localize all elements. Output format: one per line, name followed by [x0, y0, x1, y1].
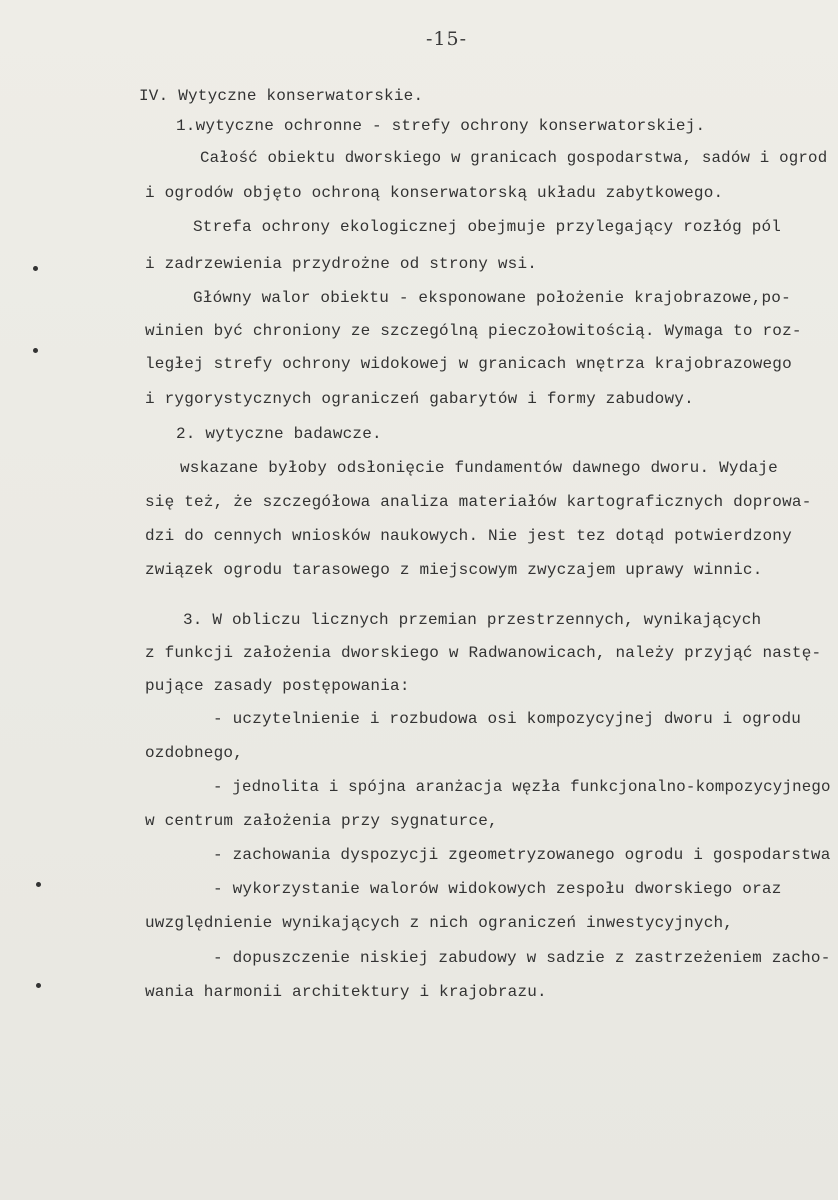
- text-line: ległej strefy ochrony widokowej w granicach wnętrza krajobrazowego: [145, 355, 792, 373]
- text-line: winien być chroniony ze szczególną pieczołowitością. Wymaga to roz-: [145, 322, 802, 340]
- punch-hole-mark: [33, 348, 38, 353]
- list-item: - jednolita i spójna aranżacja węzła funkcjonalno-kompozycyjnego: [213, 778, 831, 796]
- text-line: i rygorystycznych ograniczeń gabarytów i formy zabudowy.: [145, 390, 694, 408]
- text-line: 3. W obliczu licznych przemian przestrzennych, wynikających: [183, 611, 762, 629]
- punch-hole-mark: [33, 266, 38, 271]
- text-line: wania harmonii architektury i krajobrazu.: [145, 983, 547, 1001]
- punch-hole-mark: [36, 882, 41, 887]
- page-number: -15-: [426, 28, 468, 50]
- text-line: Główny walor obiektu - eksponowane położenie krajobrazowe,po-: [193, 289, 791, 307]
- text-line: Strefa ochrony ekologicznej obejmuje przylegający rozłóg pól: [193, 218, 782, 236]
- text-line: i ogrodów objęto ochroną konserwatorską układu zabytkowego.: [145, 184, 724, 202]
- text-line: w centrum założenia przy sygnaturce,: [145, 812, 498, 830]
- text-line: dzi do cennych wniosków naukowych. Nie jest tez dotąd potwierdzony: [145, 527, 792, 545]
- list-item: - dopuszczenie niskiej zabudowy w sadzie z zastrzeżeniem zacho-: [213, 949, 831, 967]
- subsection-heading: 2. wytyczne badawcze.: [176, 425, 382, 443]
- text-line: pujące zasady postępowania:: [145, 677, 410, 695]
- punch-hole-mark: [36, 983, 41, 988]
- section-heading: IV. Wytyczne konserwatorskie.: [139, 87, 424, 105]
- text-line: się też, że szczegółowa analiza materiałów kartograficznych doprowa-: [145, 493, 812, 511]
- list-item: - zachowania dyspozycji zgeometryzowanego ogrodu i gospodarstwa: [213, 846, 831, 864]
- list-item: - uczytelnienie i rozbudowa osi kompozycyjnej dworu i ogrodu: [213, 710, 802, 728]
- text-line: związek ogrodu tarasowego z miejscowym zwyczajem uprawy winnic.: [145, 561, 763, 579]
- text-line: uwzględnienie wynikających z nich ograniczeń inwestycyjnych,: [145, 914, 734, 932]
- text-line: wskazane byłoby odsłonięcie fundamentów dawnego dworu. Wydaje: [180, 459, 778, 477]
- text-line: ozdobnego,: [145, 744, 244, 762]
- subsection-heading: 1.wytyczne ochronne - strefy ochrony konserwatorskiej.: [176, 117, 706, 135]
- text-line: Całość obiektu dworskiego w granicach gospodarstwa, sadów i ogrod: [200, 149, 828, 167]
- text-line: i zadrzewienia przydrożne od strony wsi.: [145, 255, 538, 273]
- list-item: - wykorzystanie walorów widokowych zespołu dworskiego oraz: [213, 880, 782, 898]
- text-line: z funkcji założenia dworskiego w Radwanowicach, należy przyjąć nastę-: [145, 644, 822, 662]
